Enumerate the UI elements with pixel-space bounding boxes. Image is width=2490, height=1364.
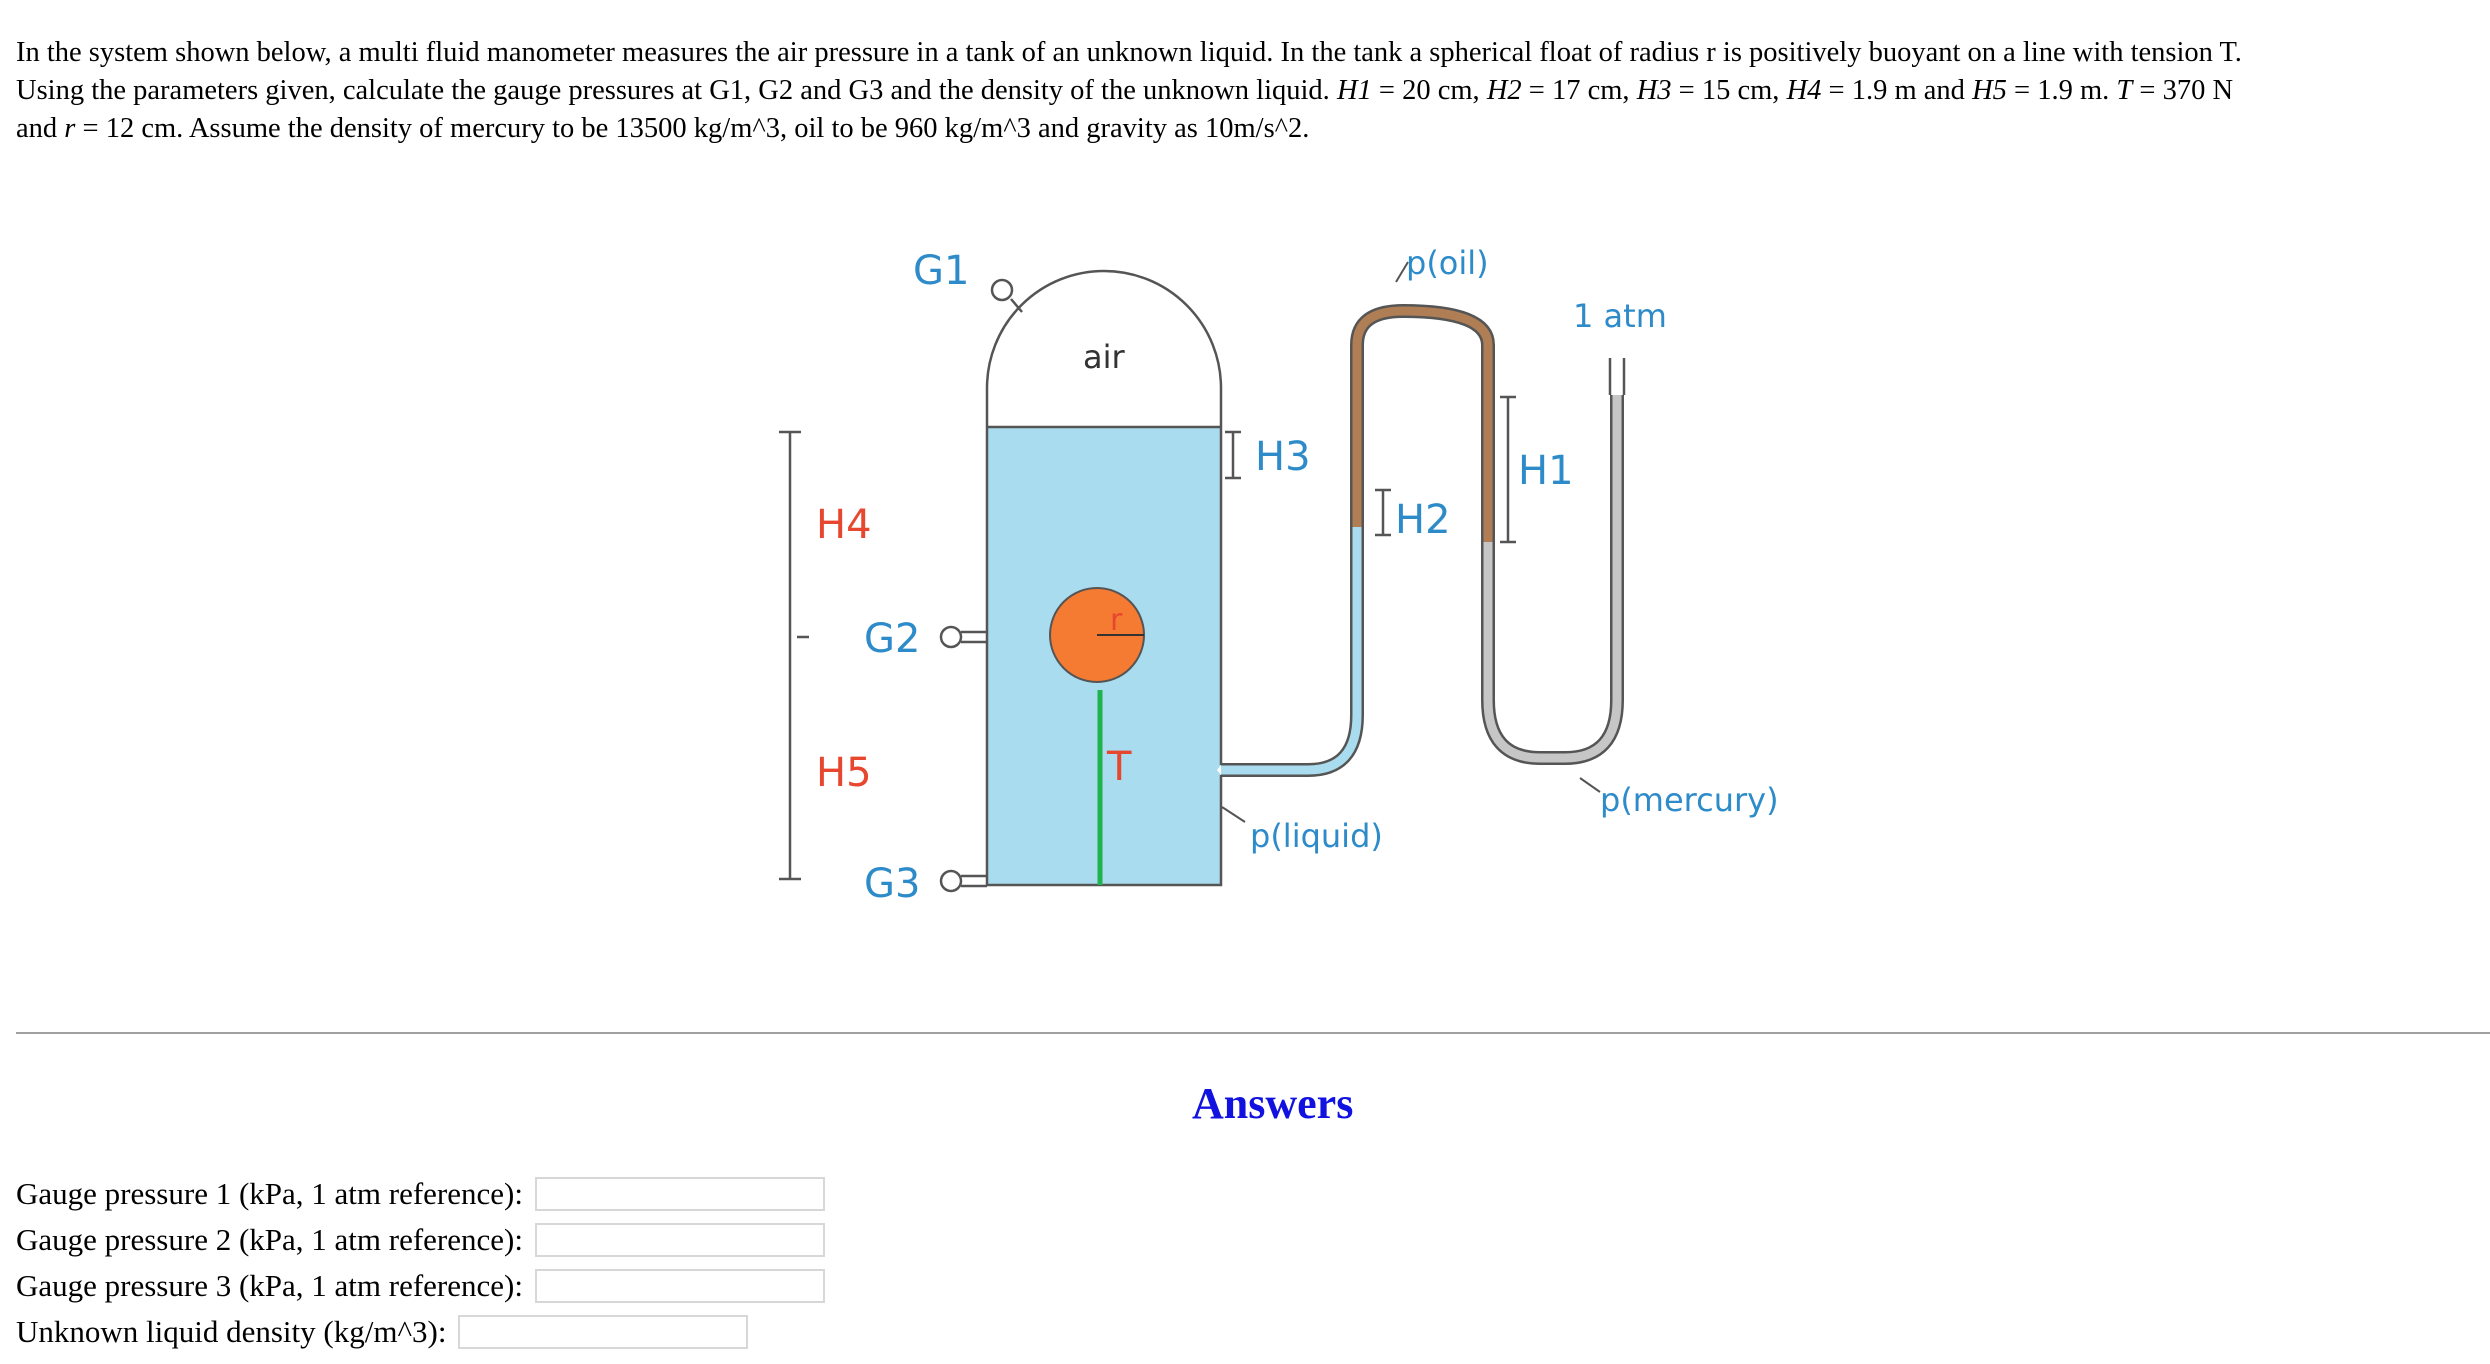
- answer-row-density: [16, 1312, 748, 1352]
- var-h3: H3: [1636, 75, 1672, 106]
- label-r: r: [1110, 603, 1123, 638]
- problem-line-1: In the system shown below, a multi fluid manometer measures the air pressure in a tank of an unknown liquid. In the tank a spherical float of radius r is positively buoyant on a line with tension T.: [16, 37, 2242, 68]
- label-h2: H2: [1395, 497, 1451, 543]
- label-air: air: [1083, 338, 1125, 376]
- atm-open-end-gap: [1612, 360, 1623, 395]
- answer-row-gauge-1: [16, 1174, 825, 1214]
- gauge-g3-icon: [941, 871, 987, 891]
- p-mercury-leader: [1580, 778, 1600, 792]
- label-t: T: [1107, 744, 1132, 790]
- label-g3: G3: [864, 861, 921, 907]
- liquid-density-label: Unknown liquid density (kg/m^3):: [16, 1314, 447, 1349]
- label-p-liquid: p(liquid): [1250, 817, 1383, 855]
- gauge-pressure-1-label: Gauge pressure 1 (kPa, 1 atm reference):: [16, 1176, 523, 1211]
- label-h4: H4: [816, 502, 872, 548]
- var-h5: H5: [1972, 75, 2007, 106]
- label-g1: G1: [913, 248, 970, 294]
- liquid-pipe-fill: [1221, 525, 1357, 770]
- label-h1: H1: [1518, 448, 1574, 494]
- answer-row-gauge-2: [16, 1220, 825, 1260]
- val-h1: = 20 cm,: [1371, 75, 1487, 106]
- gauge-g2-icon: [941, 627, 987, 647]
- label-g2: G2: [864, 616, 921, 662]
- problem-line-3-intro: and: [16, 113, 65, 144]
- gauge-pressure-3-input[interactable]: [535, 1269, 825, 1303]
- h3-dimension: [1225, 432, 1241, 478]
- gauge-pressure-2-input[interactable]: [535, 1223, 825, 1257]
- liquid-pipe: [1221, 525, 1357, 770]
- label-h5: H5: [816, 750, 872, 796]
- section-divider: [16, 1032, 2490, 1034]
- h1-dimension: [1500, 397, 1516, 542]
- val-h3: = 15 cm,: [1671, 75, 1787, 106]
- h4-h5-dimension: [779, 432, 809, 879]
- label-h3: H3: [1255, 434, 1311, 480]
- gauge-pressure-3-label: Gauge pressure 3 (kPa, 1 atm reference):: [16, 1268, 523, 1303]
- problem-line-3-rest: = 12 cm. Assume the density of mercury to be 13500 kg/m^3, oil to be 960 kg/m^3 and gravity as 10m/s^2.: [75, 113, 1310, 144]
- answer-row-gauge-3: [16, 1266, 825, 1306]
- var-h4: H4: [1786, 75, 1822, 106]
- val-h5: = 1.9 m.: [2006, 75, 2117, 106]
- label-1-atm: 1 atm: [1573, 297, 1667, 335]
- h2-dimension: [1375, 490, 1391, 535]
- label-p-mercury: p(mercury): [1600, 781, 1779, 819]
- label-p-oil: p(oil): [1406, 244, 1489, 282]
- p-liquid-leader: [1222, 807, 1245, 822]
- gauge-pressure-1-input[interactable]: [535, 1177, 825, 1211]
- var-h1: H1: [1336, 75, 1372, 106]
- val-h2: = 17 cm,: [1521, 75, 1637, 106]
- gauge-g1-icon: [992, 280, 1022, 312]
- val-h4: = 1.9 m and: [1821, 75, 1973, 106]
- var-h2: H2: [1486, 75, 1522, 106]
- var-t: T: [2116, 75, 2133, 106]
- liquid-density-input[interactable]: [458, 1315, 748, 1349]
- var-r: r: [64, 113, 76, 144]
- gauge-pressure-2-label: Gauge pressure 2 (kPa, 1 atm reference):: [16, 1222, 523, 1257]
- answers-heading: Answers: [1192, 1079, 1354, 1128]
- problem-line-2-intro: Using the parameters given, calculate the gauge pressures at G1, G2 and G3 and the density of the unknown liquid.: [16, 75, 1337, 106]
- val-t: = 370 N: [2132, 75, 2234, 106]
